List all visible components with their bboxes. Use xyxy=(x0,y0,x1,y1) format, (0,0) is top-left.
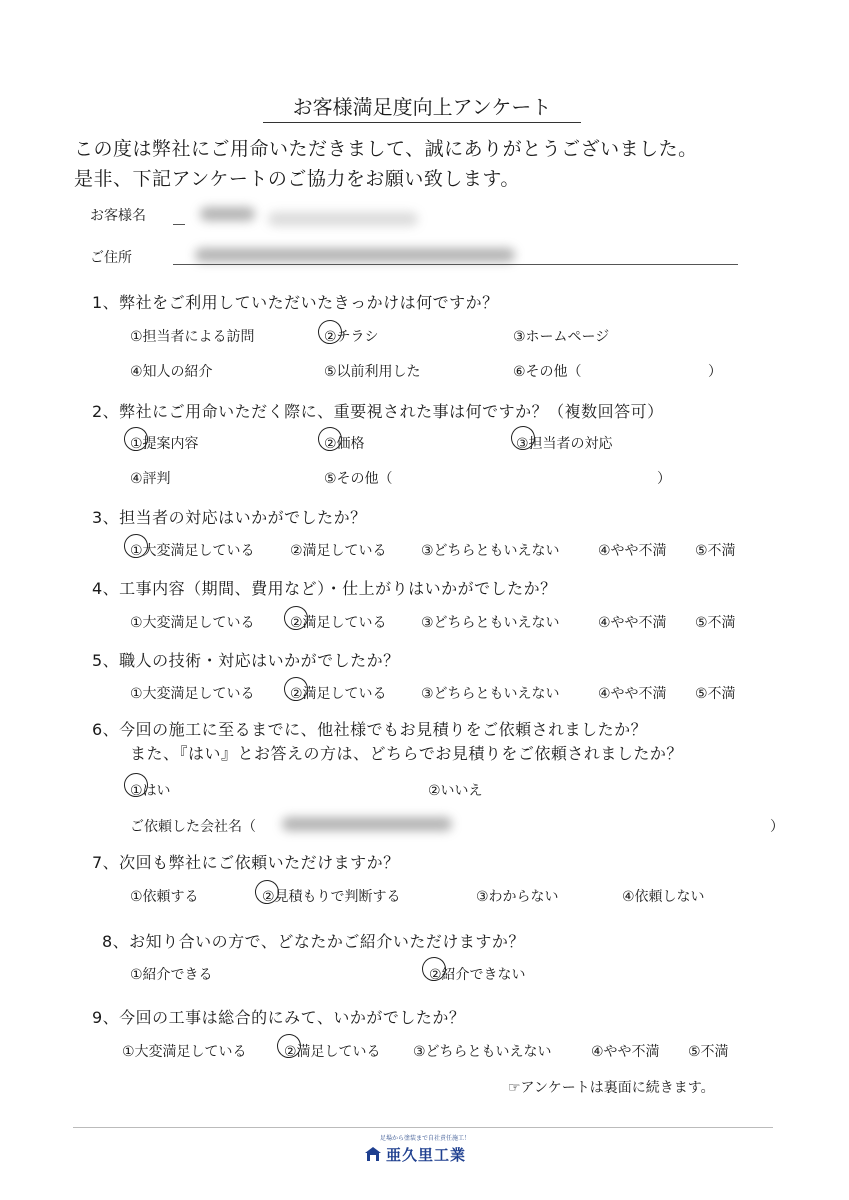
q9-option-3: ③どちらともいえない xyxy=(413,1044,552,1060)
q3-option-4: ④やや不満 xyxy=(598,543,667,559)
question-1: 1、弊社をご利用していただいたきっかけは何ですか？ xyxy=(92,293,499,312)
q9-option-2: ②満足している xyxy=(284,1044,381,1060)
q4-option-5: ⑤不満 xyxy=(695,615,736,631)
address-redacted xyxy=(195,248,515,262)
q3-option-5: ⑤不満 xyxy=(695,543,736,559)
question-6: 6、今回の施工に至るまでに、他社様でもお見積りをご依頼されましたか？ xyxy=(92,720,648,739)
question-5: 5、職人の技術・対応はいかがでしたか？ xyxy=(92,651,400,670)
q5-option-1: ①大変満足している xyxy=(130,686,255,702)
q7-option-3: ③わからない xyxy=(476,889,559,905)
logo-tagline: 足場から塗装まで自社責任施工！ xyxy=(379,1135,470,1142)
q7-option-4: ④依頼しない xyxy=(622,889,705,905)
company-logo xyxy=(360,1133,490,1165)
footer-divider xyxy=(73,1127,773,1128)
q4-option-4: ④やや不満 xyxy=(598,615,667,631)
question-3: 3、担当者の対応はいかがでしたか？ xyxy=(92,508,367,527)
q4-option-1: ①大変満足している xyxy=(130,615,255,631)
customer-name-label: お客様名 xyxy=(90,208,146,224)
q1-option-4: ④知人の紹介 xyxy=(130,364,213,380)
q1-option-3: ③ホームページ xyxy=(513,329,610,345)
intro-line-1: この度は弊社にご用命いただきまして、誠にありがとうございました。 xyxy=(74,138,698,160)
address-underline xyxy=(173,264,738,265)
question-4: 4、工事内容（期間、費用など）・仕上がりはいかがでしたか？ xyxy=(92,579,557,598)
question-8: 8、お知り合いの方で、どなたかご紹介いただけますか？ xyxy=(102,932,525,951)
q9-option-4: ④やや不満 xyxy=(591,1044,660,1060)
q1-option-1: ①担当者による訪問 xyxy=(130,329,255,345)
q8-option-1: ①紹介できる xyxy=(130,967,213,983)
address-label: ご住所 xyxy=(90,250,132,266)
q6-option-2: ②いいえ xyxy=(428,783,483,799)
q7-option-2: ②見積もりで判断する xyxy=(262,889,401,905)
q6-company-close: ） xyxy=(770,819,784,835)
q2-option-5: ⑤その他（ xyxy=(324,471,393,487)
q3-option-3: ③どちらともいえない xyxy=(421,543,560,559)
q5-option-4: ④やや不満 xyxy=(598,686,667,702)
survey-title: お客様満足度向上アンケート xyxy=(263,92,581,123)
question-6-line-2: また、『はい』とお答えの方は、どちらでお見積りをご依頼されましたか？ xyxy=(130,744,683,763)
q5-option-5: ⑤不満 xyxy=(695,686,736,702)
question-2: 2、弊社にご用命いただく際に、重要視された事は何ですか？（複数回答可） xyxy=(92,402,664,421)
house-icon xyxy=(364,1146,382,1162)
q2-option-5-close: ） xyxy=(657,471,671,487)
q9-option-1: ①大変満足している xyxy=(122,1044,247,1060)
q3-option-1: ①大変満足している xyxy=(130,543,255,559)
intro-line-2: 是非、下記アンケートのご協力をお願い致します。 xyxy=(74,168,520,190)
q2-option-4: ④評判 xyxy=(130,471,171,487)
q7-option-1: ①依頼する xyxy=(130,889,199,905)
q4-option-3: ③どちらともいえない xyxy=(421,615,560,631)
q1-option-5: ⑤以前利用した xyxy=(324,364,421,380)
customer-name-underline xyxy=(173,224,185,225)
q5-option-3: ③どちらともいえない xyxy=(421,686,560,702)
q2-option-1: ①提案内容 xyxy=(130,436,199,452)
q6-company-label: ご依頼した会社名（ xyxy=(130,819,256,835)
question-7: 7、次回も弊社にご依頼いただけますか？ xyxy=(92,853,400,872)
q6-option-1: ①はい xyxy=(130,783,171,799)
q3-option-2: ②満足している xyxy=(290,543,387,559)
q9-option-5: ⑤不満 xyxy=(688,1044,729,1060)
q1-option-2: ②チラシ xyxy=(324,329,379,345)
q5-option-2: ②満足している xyxy=(290,686,387,702)
q8-option-2: ②紹介できない xyxy=(429,967,526,983)
q6-company-redacted xyxy=(282,817,452,831)
customer-name-redacted-tail xyxy=(268,212,418,226)
question-9: 9、今回の工事は総合的にみて、いかがでしたか？ xyxy=(92,1008,466,1027)
customer-name-redacted xyxy=(200,207,255,221)
q1-option-6: ⑥その他（ xyxy=(513,364,582,380)
q2-option-3: ③担当者の対応 xyxy=(516,436,613,452)
q1-option-6-close: ） xyxy=(708,364,722,380)
company-name: 亜久里工業 xyxy=(386,1145,467,1164)
q4-option-2: ②満足している xyxy=(290,615,387,631)
continue-note: ☞アンケートは裏面に続きます。 xyxy=(508,1080,715,1096)
q2-option-2: ②価格 xyxy=(324,436,365,452)
